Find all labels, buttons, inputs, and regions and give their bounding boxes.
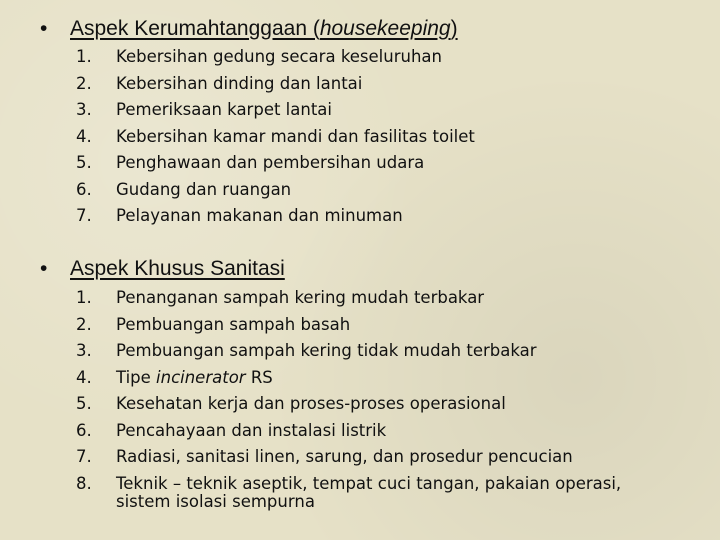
list-item	[76, 391, 676, 418]
list-item	[76, 338, 676, 365]
item-text: Teknik – teknik aseptik, tempat cuci tangan, pakaian operasi, sistem isolasi sempurna	[116, 473, 622, 511]
list-item	[76, 365, 676, 392]
item-text-prefix: Tipe	[116, 367, 157, 387]
heading-suffix: )	[450, 17, 458, 40]
item-text: Kebersihan dinding dan lantai	[116, 73, 363, 93]
item-text-italic: incinerator	[156, 367, 246, 387]
item-number: 6.	[76, 179, 92, 199]
section-heading	[40, 256, 285, 282]
item-text: Penanganan sampah kering mudah terbakar	[116, 288, 485, 307]
heading-text: Aspek Khusus Sanitasi	[70, 257, 285, 280]
item-text: Penghawaan dan pembersihan udara	[116, 153, 425, 172]
item-text	[116, 365, 273, 392]
list-item	[76, 312, 676, 339]
item-text: Kebersihan kamar mandi dan fasilitas toilet	[116, 126, 475, 146]
item-text: Kebersihan gedung secara keseluruhan	[116, 47, 442, 66]
item-number: 3.	[76, 341, 92, 360]
item-number: 3.	[76, 100, 92, 119]
item-number: 8.	[76, 473, 92, 493]
item-number: 7.	[76, 447, 92, 466]
list-item	[76, 471, 676, 511]
sanitation-list	[76, 285, 676, 511]
item-number: 2.	[76, 73, 92, 93]
list-item	[76, 444, 676, 471]
item-number: 4.	[76, 367, 92, 387]
item-text: Gudang dan ruangan	[116, 179, 292, 199]
bullet: •	[40, 257, 48, 280]
item-number: 1.	[76, 288, 92, 307]
item-number: 7.	[76, 206, 92, 225]
list-item	[76, 285, 676, 312]
item-text: Radiasi, sanitasi linen, sarung, dan prosedur pencucian	[116, 447, 573, 466]
item-number: 2.	[76, 314, 92, 334]
item-number: 5.	[76, 153, 92, 172]
item-text: Pelayanan makanan dan minuman	[116, 206, 403, 225]
item-text-suffix: RS	[245, 367, 273, 387]
section-heading	[40, 16, 458, 42]
item-text: Kesehatan kerja dan proses-proses operasional	[116, 394, 506, 413]
item-text: Pembuangan sampah basah	[116, 314, 351, 334]
item-number: 5.	[76, 394, 92, 413]
item-text: Pencahayaan dan instalasi listrik	[116, 420, 387, 440]
heading-italic: housekeeping	[319, 17, 451, 40]
heading-text	[70, 17, 458, 40]
item-number: 1.	[76, 47, 92, 66]
item-text: Pembuangan sampah kering tidak mudah terbakar	[116, 341, 537, 360]
item-text: Pemeriksaan karpet lantai	[116, 100, 332, 119]
list-item	[76, 418, 676, 445]
item-number: 4.	[76, 126, 92, 146]
bullet: •	[40, 17, 48, 40]
heading-prefix: Aspek Kerumahtanggaan (	[70, 17, 320, 40]
item-number: 6.	[76, 420, 92, 440]
